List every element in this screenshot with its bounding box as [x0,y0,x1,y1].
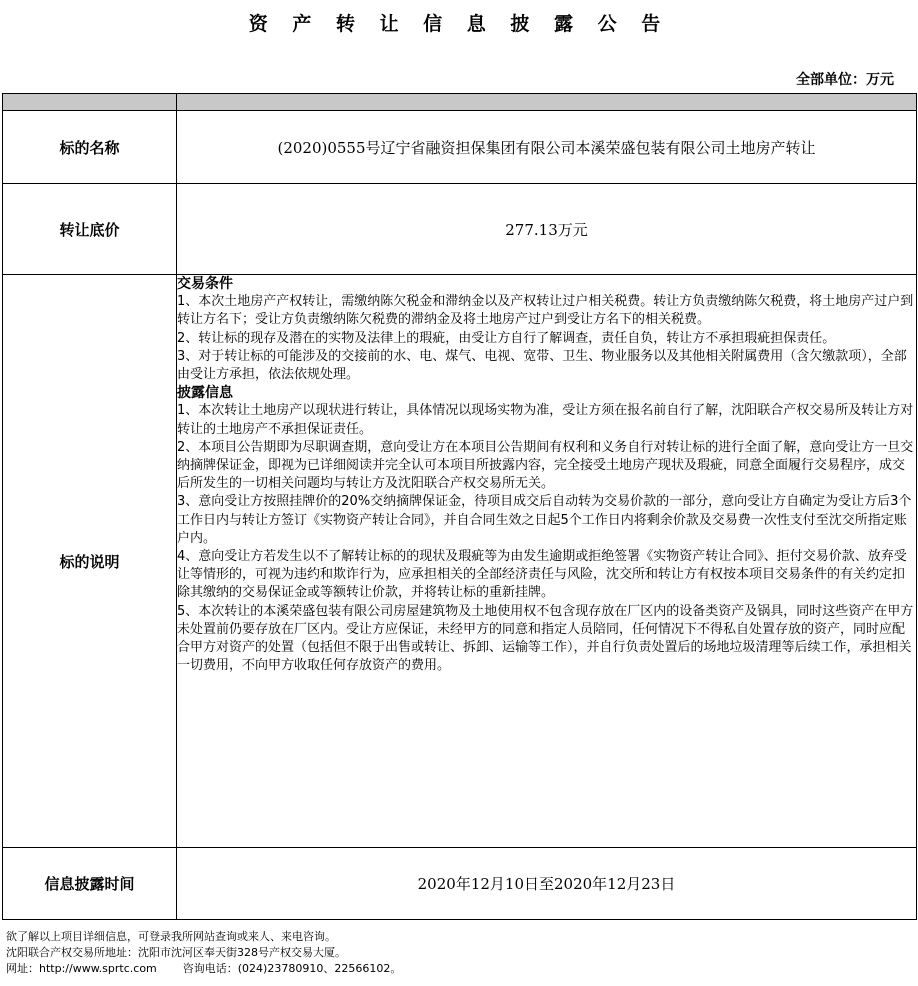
row-reserve-price [3,184,917,275]
disclosure-period-label: 信息披露时间 [3,848,177,920]
unit-note: 全部单位：万元 [796,72,894,88]
table-header-row [3,94,917,111]
page-title: 资 产 转 让 信 息 披 露 公 告 [248,13,670,35]
reserve-price-label: 转让底价 [3,184,177,275]
disclosure-info-heading: 披露信息 [177,385,233,402]
subject-name-label: 标的名称 [3,111,177,184]
subject-description-label: 标的说明 [3,275,177,848]
condition-item: 3、对于转让标的可能涉及的交接前的水、电、煤气、电视、宽带、卫生、物业服务以及其他相关附属费用（含欠缴款项），全部由受让方承担，依法依规处理。 [177,348,907,383]
trade-conditions-heading: 交易条件 [177,276,233,292]
disclosure-item: 2、本项目公告期即为尽职调查期，意向受让方在本项目公告期间有权利和义务自行对转让标的进行全面了解，意向受让方一旦交纳摘牌保证金，即视为已详细阅读并完全认可本项目所披露内容，完全接受土地房产现状及瑕疵，同意全面履行交易程序，成交后所发生的一切相关问题均与转让方及沈阳联合产权交易所无关。 [177,439,914,492]
footer-notes [6,929,401,977]
footer-contact-line [6,961,401,977]
reserve-price-value: 277.13万元 [177,184,917,275]
disclosure-item: 4、意向受让方若发生以不了解转让标的的现状及瑕疵等为由发生逾期或拒绝签署《实物资产转让合同》、拒付交易价款、放弃受让等情形的，可视为违约和欺诈行为，应承担相关的全部经济责任与风险，沈交所和转让方有权按本项目交易条件的有关约定扣除其缴纳的交易保证金或等额转让价款，并将转让标的重新挂牌。 [177,549,907,601]
subject-description-content [177,275,917,848]
header-cell-right [177,94,917,111]
disclosure-item: 3、意向受让方按照挂牌价的20%交纳摘牌保证金，待项目成交后自动转为交易价款的一部分，意向受让方自确定为受让方后3个工作日内与转让方签订《实物资产转让合同》，并自合同生效之日起5个工作日内将剩余价款及交易费一次性支付至沈交所指定账户内。 [177,494,912,546]
row-disclosure-period [3,848,917,920]
disclosure-table [2,93,917,920]
disclosure-item: 1、本次转让土地房产以现状进行转让，具体情况以现场实物为准，受让方须在报名前自行了解，沈阳联合产权交易所及转让方对转让的土地房产不承担保证责任。 [177,403,914,437]
footer-info-line: 欲了解以上项目详细信息，可登录我所网站查询或来人、来电咨询。 [6,930,336,943]
footer-phone: 咨询电话：(024)23780910、22566102。 [182,962,402,975]
row-subject-description [3,275,917,848]
condition-item: 2、转让标的现存及潜在的实物及法律上的瑕疵，由受让方自行了解调查，责任自负，转让方不承担瑕疵担保责任。 [177,330,836,346]
header-cell-left [3,94,177,111]
disclosure-item: 5、本次转让的本溪荣盛包装有限公司房屋建筑物及土地使用权不包含现存放在厂区内的设备类资产及锅具，同时这些资产在甲方未处置前仍要存放在厂区内。受让方应保证，未经甲方的同意和指定人员陪同，任何情况下不得私自处置存放的资产，同时应配合甲方对资产的处置（包括但不限于出售或转让、拆卸、运输等工作），并自行负责处置后的场地垃圾清理等后续工作，承担相关一切费用，不向甲方收取任何存放资产的费用。 [177,603,914,674]
condition-item: 1、本次土地房产产权转让，需缴纳陈欠税金和滞纳金以及产权转让过户相关税费。转让方负责缴纳陈欠税费，将土地房产过户到转让方名下；受让方负责缴纳陈欠税费的滞纳金及将土地房产过户到受让方名下的相关税费。 [177,294,914,328]
footer-address-line: 沈阳联合产权交易所地址：沈阳市沈河区奉天街328号产权交易大厦。 [6,946,346,959]
footer-website: 网址：http://www.sprtc.com [6,962,157,975]
subject-name-value: (2020)0555号辽宁省融资担保集团有限公司本溪荣盛包装有限公司土地房产转让 [177,111,917,184]
row-subject-name [3,111,917,184]
disclosure-period-value: 2020年12月10日至2020年12月23日 [177,848,917,920]
